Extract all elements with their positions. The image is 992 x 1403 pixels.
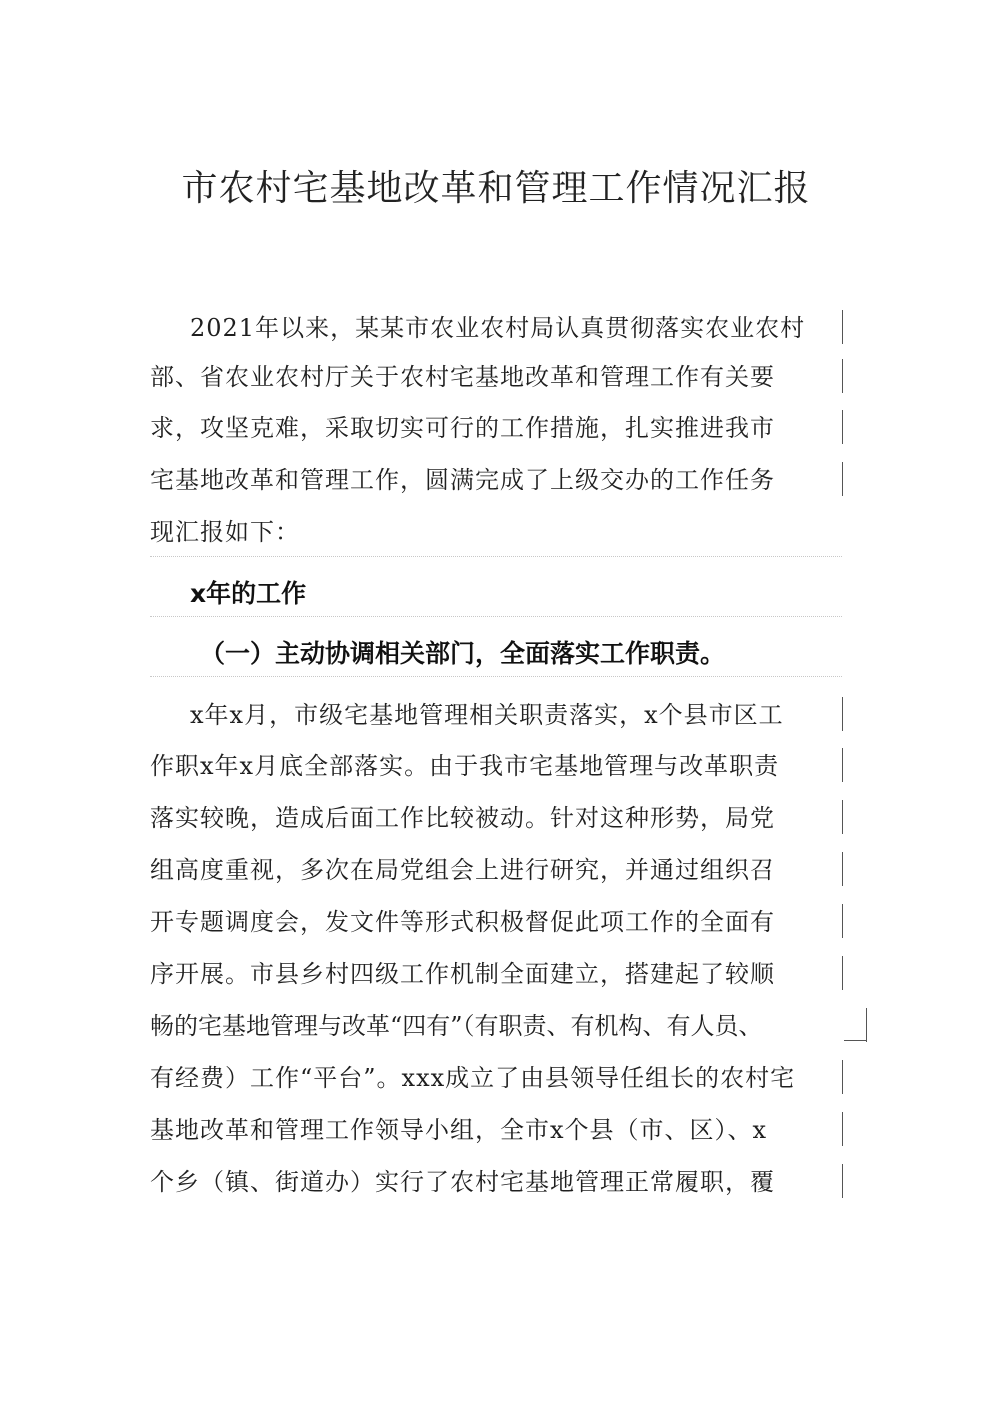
paragraph-divider bbox=[150, 556, 842, 557]
intro-line-3: 求，攻坚克难，采取切实可行的工作措施，扎实推进我市 bbox=[150, 414, 775, 442]
margin-mark bbox=[842, 462, 843, 496]
paragraph-divider bbox=[150, 676, 842, 677]
body-line-8: 有经费）工作“平台”。xxx成立了由县领导任组长的农村宅 bbox=[150, 1064, 796, 1092]
margin-mark bbox=[842, 697, 843, 731]
body-line-3: 落实较晚，造成后面工作比较被动。针对这种形势，局党 bbox=[150, 804, 775, 832]
body-line-4: 组高度重视，多次在局党组会上进行研究，并通过组织召 bbox=[150, 856, 775, 884]
document-title: 市农村宅基地改革和管理工作情况汇报 bbox=[181, 168, 811, 209]
margin-mark bbox=[842, 310, 843, 344]
intro-line-4: 宅基地改革和管理工作，圆满完成了上级交办的工作任务 bbox=[150, 466, 775, 494]
margin-mark bbox=[842, 410, 843, 444]
body-line-2: 作职x年x月底全部落实。由于我市宅基地管理与改革职责 bbox=[150, 752, 780, 780]
margin-mark bbox=[842, 852, 843, 886]
body-line-6: 序开展。市县乡村四级工作机制全面建立，搭建起了较顺 bbox=[150, 960, 775, 988]
margin-mark bbox=[844, 1040, 866, 1041]
body-line-1: x年x月，市级宅基地管理相关职责落实，x个县市区工 bbox=[190, 701, 784, 729]
margin-mark bbox=[842, 748, 843, 782]
section-heading: x年的工作 bbox=[190, 579, 307, 608]
margin-mark bbox=[842, 1164, 843, 1198]
margin-mark bbox=[842, 1060, 843, 1094]
margin-mark bbox=[842, 956, 843, 990]
subsection-heading: （一）主动协调相关部门，全面落实工作职责。 bbox=[200, 639, 726, 668]
body-line-10: 个乡（镇、街道办）实行了农村宅基地管理正常履职，覆 bbox=[150, 1168, 775, 1196]
body-line-7: 畅的宅基地管理与改革“四有”（有职责、有机构、有人员、 bbox=[150, 1012, 763, 1040]
margin-mark bbox=[842, 800, 843, 834]
margin-mark bbox=[842, 1112, 843, 1146]
intro-line-5: 现汇报如下： bbox=[150, 518, 300, 546]
body-line-5: 开专题调度会，发文件等形式积极督促此项工作的全面有 bbox=[150, 908, 775, 936]
margin-mark bbox=[866, 1008, 867, 1042]
intro-line-2: 部、省农业农村厅关于农村宅基地改革和管理工作有关要 bbox=[150, 363, 775, 391]
margin-mark bbox=[842, 904, 843, 938]
body-line-9: 基地改革和管理工作领导小组，全市x个县（市、区）、x bbox=[150, 1116, 768, 1144]
paragraph-divider bbox=[150, 616, 842, 617]
intro-line-1: 2021年以来，某某市农业农村局认真贯彻落实农业农村 bbox=[190, 314, 806, 342]
margin-mark bbox=[842, 359, 843, 393]
